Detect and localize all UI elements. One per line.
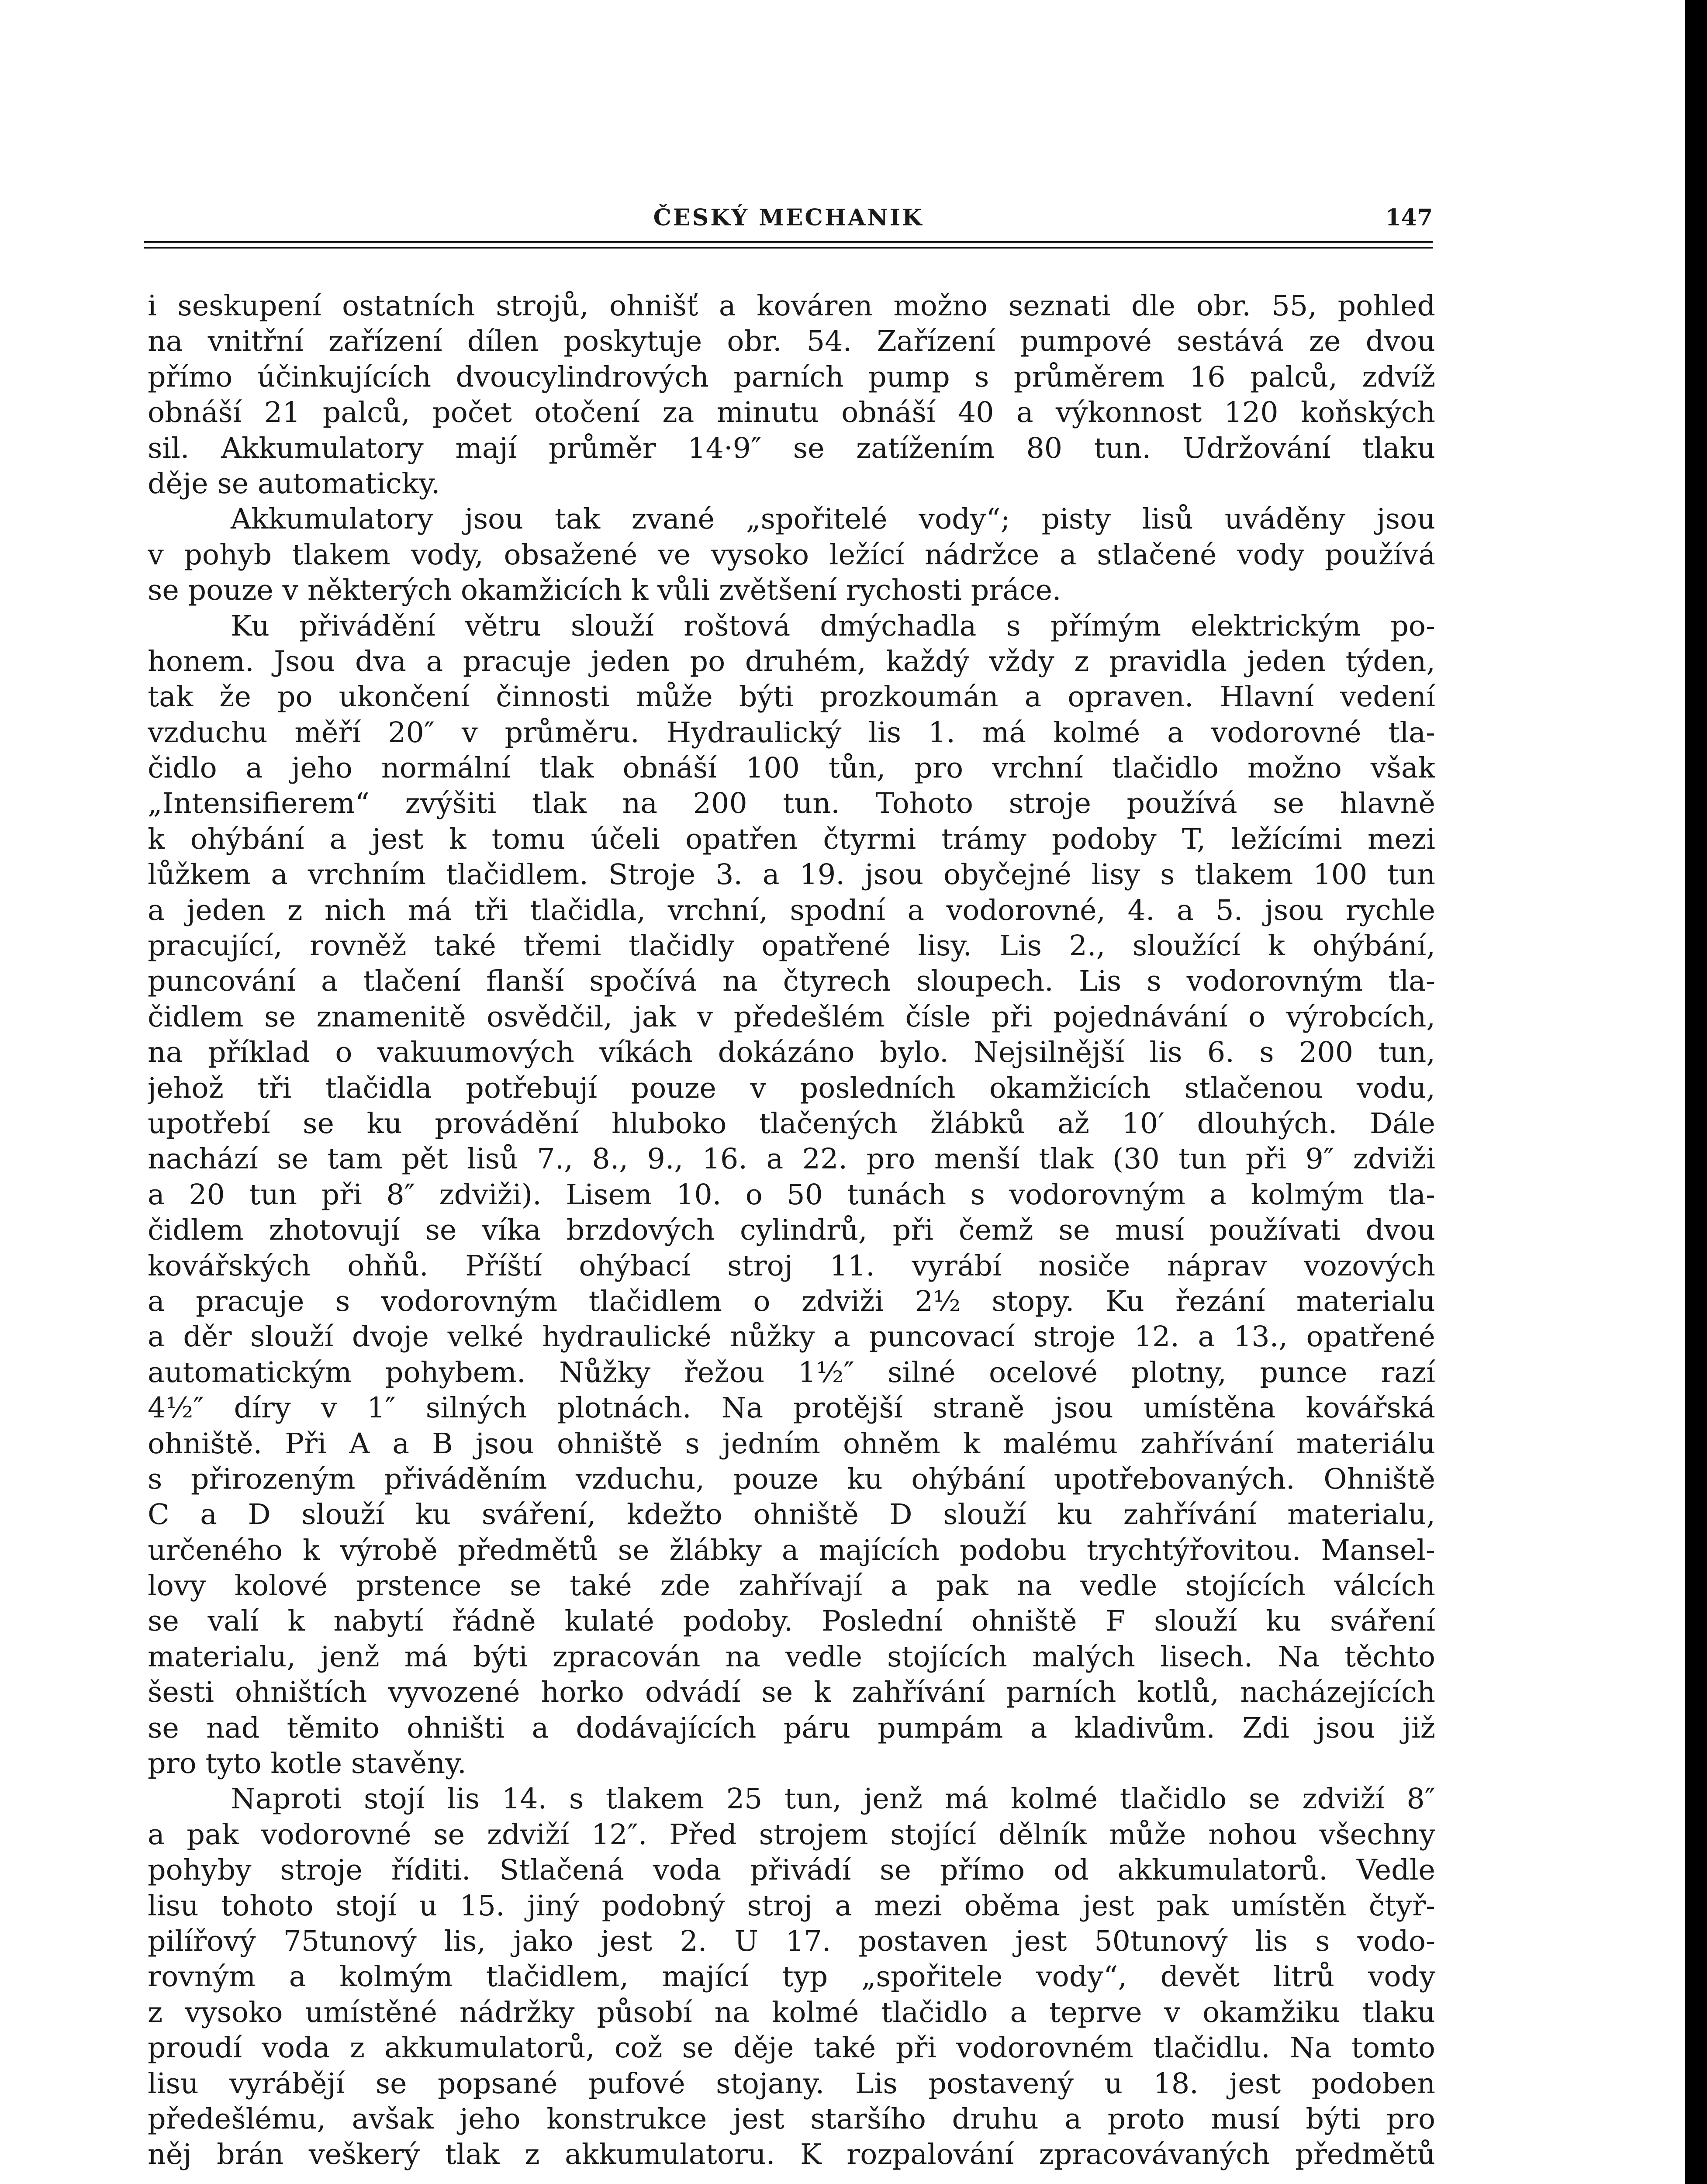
header-rule-thin [144,247,1433,249]
text-line: kovářských ohňů. Příští ohýbací stroj 11. vyrábí nosiče náprav vozových [148,1249,1435,1282]
text-line: se valí k nabytí řádně kulaté podoby. Poslední ohniště F slouží ku sváření [148,1605,1435,1638]
text-line: na příklad o vakuumových víkách dokázáno bylo. Nejsilnější lis 6. s 200 tun, [148,1036,1435,1069]
text-line: čidlem zhotovují se víka brzdových cylindrů, při čemž se musí používati dvou [148,1214,1435,1247]
text-line: a děr slouží dvoje velké hydraulické nůžky a puncovací stroje 12. a 13., opatřené [148,1320,1435,1354]
text-line: pohyby stroje říditi. Stlačená voda přivádí se přímo od akkumulatorů. Vedle [148,1854,1435,1887]
text-line: upotřebí se ku provádění hluboko tlačených žlábků až 10′ dlouhých. Dále [148,1107,1435,1140]
text-line: lisu vyrábějí se popsané pufové stojany. Lis postavený u 18. jest podoben [148,2067,1435,2100]
text-line: pilířový 75tunový lis, jako jest 2. U 17. postaven jest 50tunový lis s vodo- [148,1925,1435,1958]
text-line: puncování a tlačení flanší spočívá na čtyrech sloupech. Lis s vodorovným tla- [148,965,1435,998]
text-line: čidlo a jeho normální tlak obnáší 100 tůn, pro vrchní tlačidlo možno však [148,752,1435,785]
text-line: čidlem se znamenitě osvědčil, jak v předešlém čísle při pojednávání o výrobcích, [148,1000,1435,1033]
running-title: ČESKÝ MECHANIK [653,204,924,231]
text-line: lůžkem a vrchním tlačidlem. Stroje 3. a 19. jsou obyčejné lisy s tlakem 100 tun [148,858,1435,892]
text-line: vzduchu měří 20″ v průměru. Hydraulický lis 1. má kolmé a vodorovné tla- [148,716,1435,749]
text-line: a 20 tun při 8″ zdviži). Lisem 10. o 50 tunách s vodorovným a kolmým tla- [148,1178,1435,1211]
text-line: děje se automaticky. [148,467,440,500]
text-line: rovným a kolmým tlačidlem, mající typ „spořitele vody“, devět litrů vody [148,1960,1435,1994]
text-line: určeného k výrobě předmětů se žlábky a majících podobu trychtýřovitou. Mansel- [148,1534,1435,1567]
body-text [148,288,1435,2173]
text-line: z vysoko umístěné nádržky působí na kolmé tlačidlo a teprve v okamžiku tlaku [148,1996,1435,2029]
text-line: se nad těmito ohništi a dodávajících páru pumpám a kladivům. Zdi jsou již [148,1711,1435,1745]
text-line: něj brán veškerý tlak z akkumulatoru. K rozpalování zpracovávaných předmětů [148,2138,1435,2171]
text-line: v pohyb tlakem vody, obsažené ve vysoko ležící nádržce a stlačené vody používá [148,538,1435,571]
text-line: se pouze v některých okamžicích k vůli zvětšení rychosti práce. [148,574,1061,607]
text-line: obnáší 21 palců, počet otočení za minutu obnáší 40 a výkonnost 120 koňských [148,396,1435,429]
text-line: šesti ohništích vyvozené horko odvádí se k zahřívání parních kotlů, nacházejících [148,1676,1435,1709]
text-line: materialu, jenž má býti zpracován na vedle stojících malých lisech. Na těchto [148,1640,1435,1673]
text-line: a pak vodorovné se zdviží 12″. Před strojem stojící dělník může nohou všechny [148,1818,1435,1851]
text-line: Akkumulatory jsou tak zvané „spořitelé vody“; pisty lisů uváděny jsou [231,503,1435,536]
text-line: přímo účinkujících dvoucylindrových parních pump s průměrem 16 palců, zdvíž [148,360,1435,394]
text-line: i seskupení ostatních strojů, ohnišť a kováren možno seznati dle obr. 55, pohled [148,290,1435,322]
text-line: a pracuje s vodorovným tlačidlem o zdviži 2½ stopy. Ku řezání materialu [148,1285,1435,1318]
text-line: Ku přivádění větru slouží roštová dmýchadla s přímým elektrickým po- [231,609,1435,643]
text-line: nachází se tam pět lisů 7., 8., 9., 16. a 22. pro menší tlak (30 tun při 9″ zdviži [148,1143,1435,1176]
text-line: „Intensifierem“ zvýšiti tlak na 200 tun. Tohoto stroje používá se hlavně [148,787,1435,820]
text-line: 4½″ díry v 1″ silných plotnách. Na protější straně jsou umístěna kovářská [148,1392,1435,1425]
text-line: předešlému, avšak jeho konstrukce jest staršího druhu a proto musí býti pro [148,2102,1435,2136]
text-line: proudí voda z akkumulatorů, což se děje také při vodorovném tlačidlu. Na tomto [148,2032,1435,2065]
header-rule-thick [144,241,1433,243]
page-number: 147 [1385,204,1433,231]
text-line: k ohýbání a jest k tomu účeli opatřen čtyrmi trámy podoby T, ležícími mezi [148,822,1435,856]
page-header [144,204,1433,235]
text-line: s přirozeným přiváděním vzduchu, pouze ku ohýbání upotřebovaných. Ohniště [148,1462,1435,1496]
text-line: sil. Akkumulatory mají průměr 14·9″ se zatížením 80 tun. Udržování tlaku [148,432,1435,465]
text-line: pracující, rovněž také třemi tlačidly opatřené lisy. Lis 2., sloužící k ohýbání, [148,930,1435,963]
text-line: automatickým pohybem. Nůžky řežou 1½″ silné ocelové plotny, punce razí [148,1356,1435,1389]
text-line: pro tyto kotle stavěny. [148,1747,466,1780]
text-line: na vnitřní zařízení dílen poskytuje obr. 54. Zařízení pumpové sestává ze dvou [148,325,1435,358]
text-line: honem. Jsou dva a pracuje jeden po druhém, každý vždy z pravidla jeden týden, [148,645,1435,678]
text-line: lisu tohoto stojí u 15. jiný podobný stroj a mezi oběma jest pak umístěn čtyř- [148,1889,1435,1922]
text-line: C a D slouží ku sváření, kdežto ohniště D slouží ku zahřívání materialu, [148,1498,1435,1531]
text-line: a jeden z nich má tři tlačidla, vrchní, spodní a vodorovné, 4. a 5. jsou rychle [148,894,1435,927]
text-line: ohniště. Při A a B jsou ohniště s jedním ohněm k malému zahřívání materiálu [148,1427,1435,1460]
text-line: jehož tři tlačidla potřebují pouze v posledních okamžicích stlačenou vodu, [148,1071,1435,1105]
text-line: lovy kolové prstence se také zde zahřívají a pak na vedle stojících válcích [148,1569,1435,1603]
scan-edge-right [1685,0,1707,2184]
text-line: Naproti stojí lis 14. s tlakem 25 tun, jenž má kolmé tlačidlo se zdviží 8″ [231,1783,1435,1816]
text-line: tak že po ukončení činnosti může býti prozkoumán a opraven. Hlavní vedení [148,681,1435,714]
